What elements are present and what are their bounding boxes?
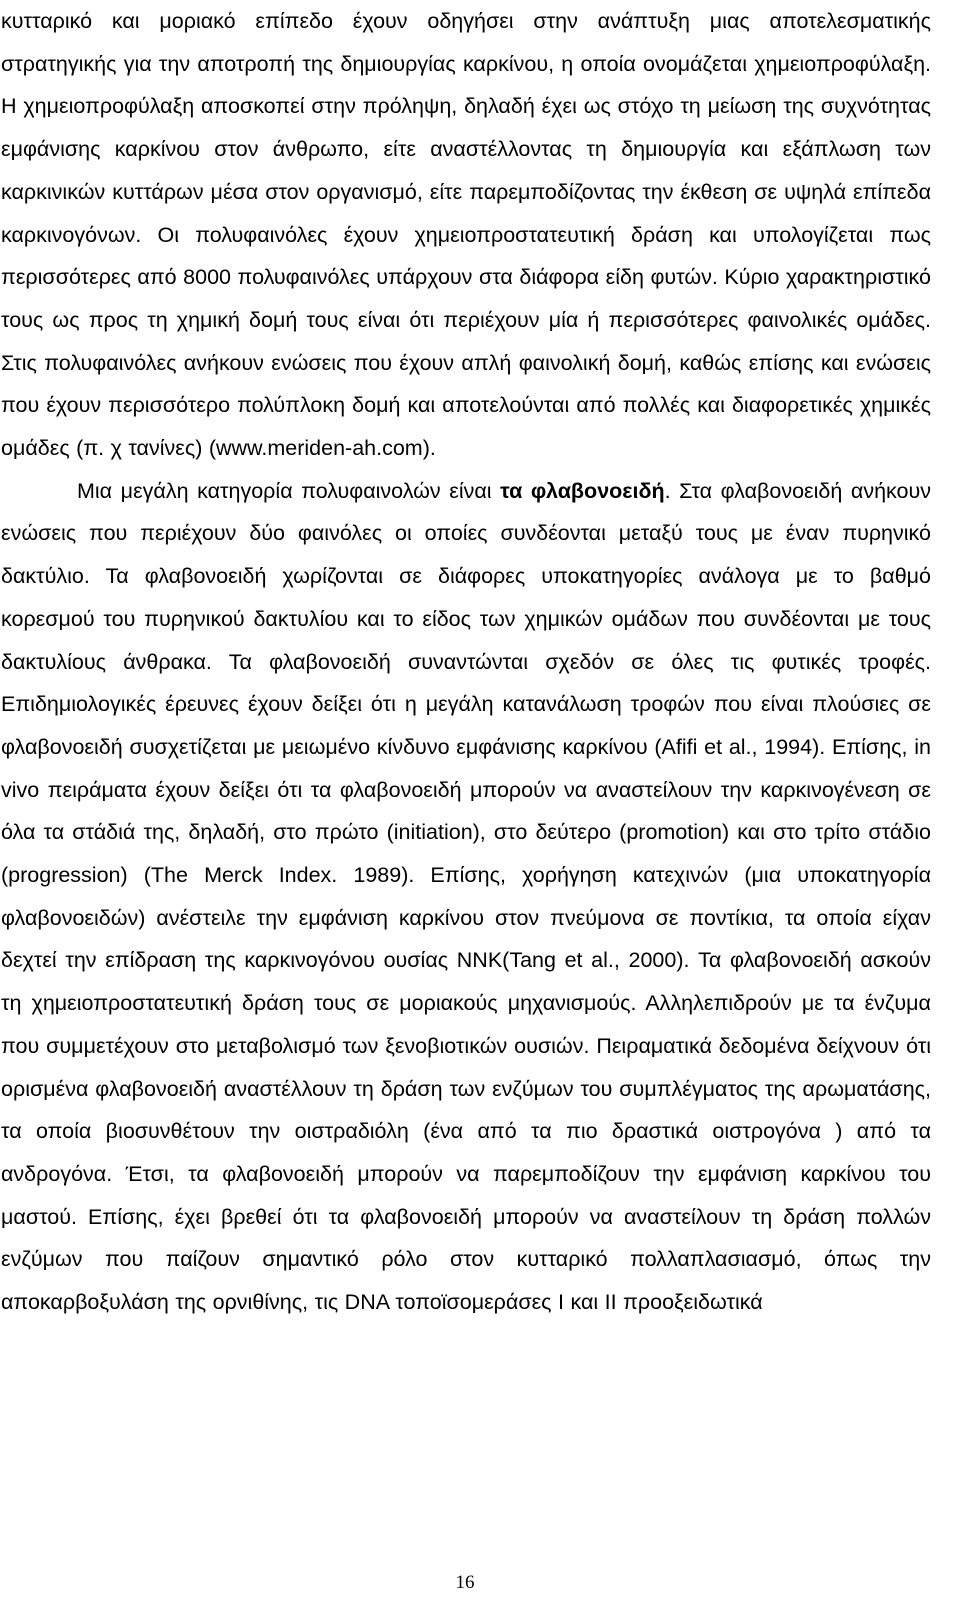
paragraph-text: κυτταρικό και μοριακό επίπεδο έχουν οδηγήσει στην ανάπτυξη μιας αποτελεσματικής στρατηγικής για την αποτροπή της δημιουργίας καρκίνου, η οποία ονομάζεται χημειοπροφύλαξη. Η χημειοπροφύλαξη αποσκοπεί στην πρόληψη, δηλαδή έχει ως στόχο τη μείωση της συχνότητας εμφάνισης καρκίνου στον άνθρωπο, είτε αναστέλλοντας τη δημιουργία και εξάπλωση των καρκινικών κυττάρων μέσα στον οργανισμό, είτε παρεμποδίζοντας την έκθεση σε υψηλά επίπεδα καρκινογόνων. Οι πολυφαινόλες έχουν χημειοπροστατευτική δράση και υπολογίζεται πως περισσότερες από 8000 πολυφαινόλες υπάρχουν στα διάφορα είδη φυτών. Κύριο χαρακτηριστικό τους ως προς τη χημική δομή τους είναι ότι περιέχουν μία ή περισσότερες φαινολικές ομάδες. Στις πολυφαινόλες ανήκουν ενώσεις που έχουν απλή φαινολική δομή, καθώς επίσης και ενώσεις που έχουν περισσότερο πολύπλοκη δομή και αποτελούνται από πολλές και διαφορετικές χημικές ομάδες (π. χ τανίνες) (www.meriden-ah.com). (1, 9, 931, 461)
paragraph-text: . Στα φλαβονοειδή ανήκουν ενώσεις που περιέχουν δύο φαινόλες οι οποίες συνδέονται μεταξύ τους με έναν πυρηνικό δακτύλιο. Τα φλαβονοειδή χωρίζονται σε διάφορες υποκατηγορίες ανάλογα με το βαθμό κορεσμού του πυρηνικού δακτυλίου και το είδος των χημικών ομάδων που συνδέονται με τους δακτυλίους άνθρακα. Τα φλαβονοειδή συναντώνται σχεδόν σε όλες τις φυτικές τροφές. Επιδημιολογικές έρευνες έχουν δείξει ότι η μεγάλη κατανάλωση τροφών που είναι πλούσιες σε φλαβονοειδή συσχετίζεται με μειωμένο κίνδυνο εμφάνισης καρκίνου (Afifi et al., 1994). Επίσης, in vivo πειράματα έχουν δείξει ότι τα φλαβονοειδή μπορούν να αναστείλουν την καρκινογένεση σε όλα τα στάδιά της, δηλαδή, στο πρώτο (initiation), στο δεύτερο (promotion) και στο τρίτο στάδιο (progression) (The Merck Index. 1989). Επίσης, χορήγηση κατεχινών (μια υποκατηγορία φλαβονοειδών) ανέστειλε την εμφάνιση καρκίνου στον πνεύμονα σε ποντίκια, τα οποία είχαν δεχτεί την επίδραση της καρκινογόνου ουσίας NNK(Tang et al., 2000). Τα φλαβονοειδή ασκούν τη χημειοπροστατευτική δράση τους σε μοριακούς μηχανισμούς. Αλληλεπιδρούν με τα ένζυμα που συμμετέχουν στο μεταβολισμό των ξενοβιοτικών ουσιών. Πειραματικά δεδομένα δείχνουν ότι ορισμένα φλαβονοειδή αναστέλλουν τη δράση των ενζύμων του συμπλέγματος της αρωματάσης, τα οποία βιοσυνθέτουν την οιστραδιόλη (ένα από τα πιο δραστικά οιστρογόνα ) από τα ανδρογόνα. Έτσι, τα φλαβονοειδή μπορούν να παρεμποδίζουν την εμφάνιση καρκίνου του μαστού. Επίσης, έχει βρεθεί ότι τα φλαβονοειδή μπορούν να αναστείλουν τη δράση πολλών ενζύμων που παίζουν σημαντικό ρόλο στον κυτταρικό πολλαπλασιασμό, όπως την αποκαρβοξυλάση της ορνιθίνης, τις DNA τοποϊσομεράσες Ι και ΙΙ προοξειδωτικά (1, 478, 931, 1315)
paragraph-polyphenols (1, 0, 931, 470)
bold-term-flavonoids: τα φλαβονοειδή (500, 478, 665, 503)
paragraph-flavonoids (1, 470, 931, 1324)
paragraph-lead-text: Μια μεγάλη κατηγορία πολυφαινολών είναι (77, 478, 501, 503)
page-number: 16 (455, 1572, 475, 1593)
body-text (1, 0, 931, 1324)
